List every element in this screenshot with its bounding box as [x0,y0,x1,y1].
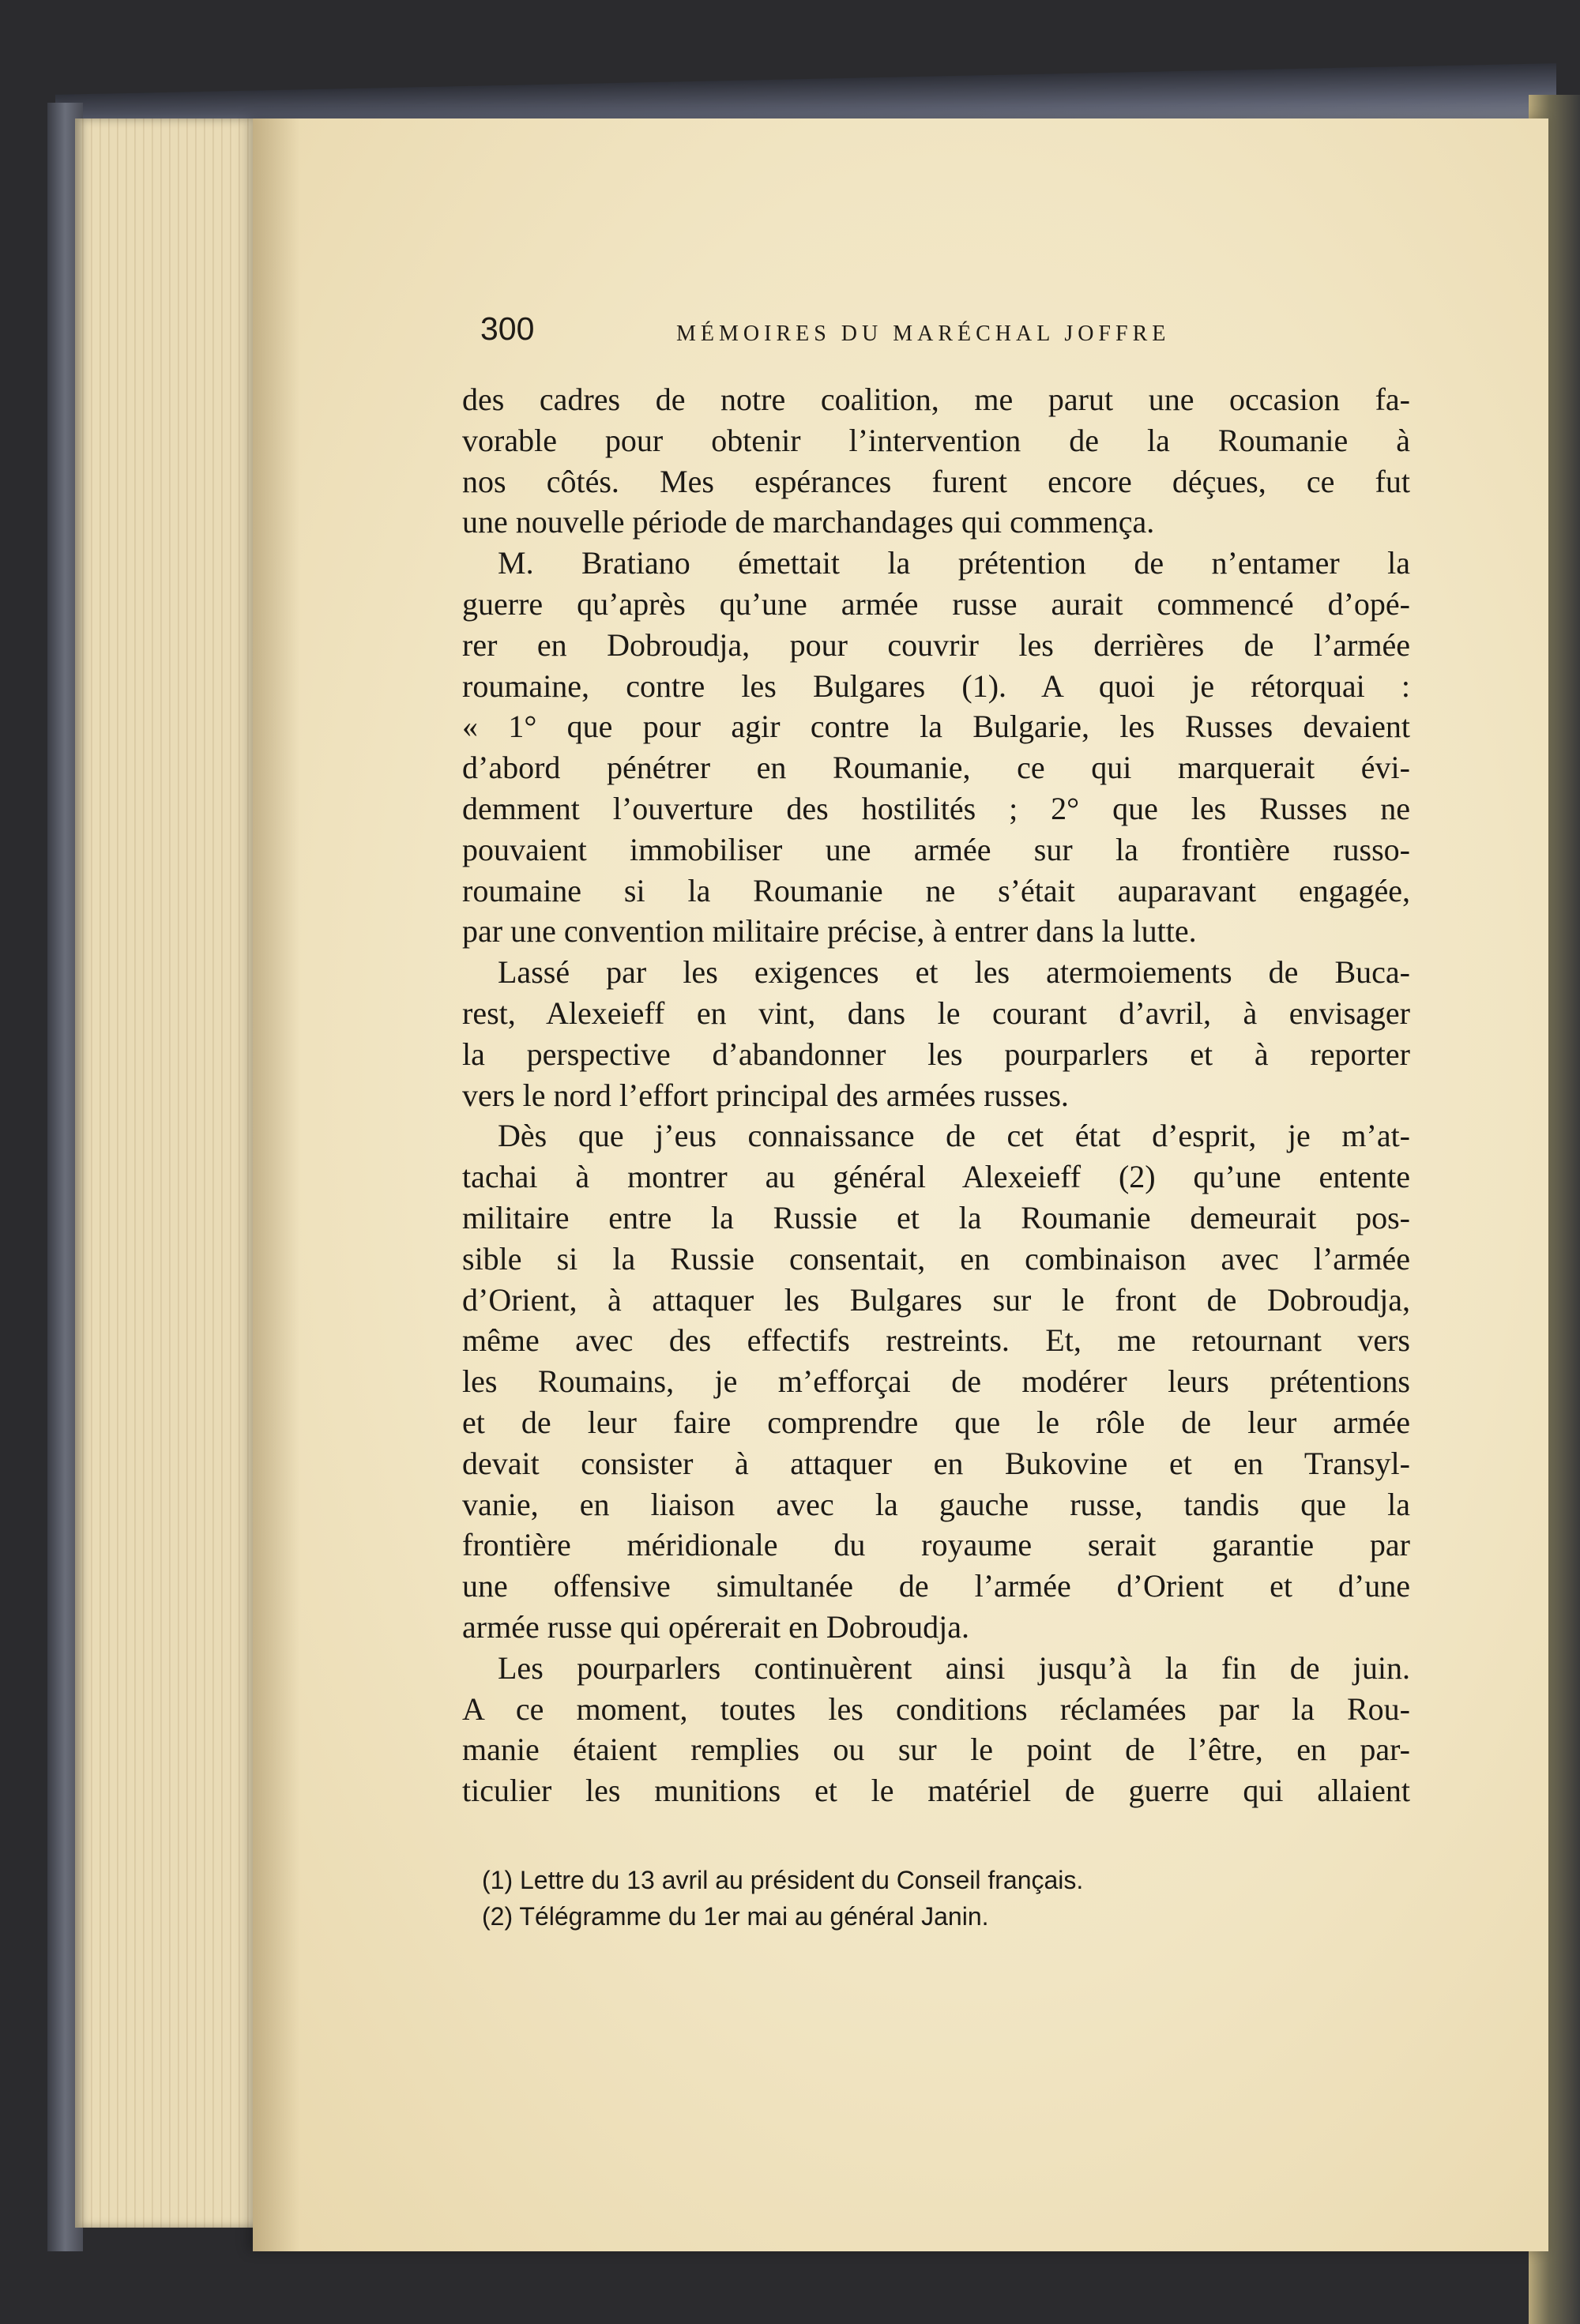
page-header [480,310,1341,350]
text-line: rer en Dobroudja, pour couvrir les derrières de l’armée [462,626,1410,663]
text-line: roumaine si la Roumanie ne s’était auparavant engagée, [462,872,1410,908]
text-line: nos côtés. Mes espérances furent encore déçues, ce fut [462,463,1410,499]
footnotes [482,1862,1390,1935]
body-text [462,379,1410,1811]
text-line: la perspective d’abandonner les pourparlers et à reporter [462,1036,1410,1072]
text-line: par une convention militaire précise, à entrer dans la lutte. [462,913,1197,950]
text-line: demment l’ouverture des hostilités ; 2° que les Russes ne [462,790,1410,826]
footnote: (1) Lettre du 13 avril au président du Conseil français. [482,1866,1084,1894]
text-line: armée russe qui opérerait en Dobroudja. [462,1608,969,1645]
text-line: une nouvelle période de marchandages qui commença. [462,504,1155,540]
text-line: vorable pour obtenir l’intervention de la Roumanie à [462,422,1410,458]
text-line: d’abord pénétrer en Roumanie, ce qui marquerait évi- [462,750,1410,786]
page-gutter-shadow [253,118,300,2251]
text-line: ticulier les munitions et le matériel de guerre qui allaient [462,1773,1410,1809]
text-line: et de leur faire comprendre que le rôle de leur armée [462,1404,1410,1440]
text-line: vanie, en liaison avec la gauche russe, tandis que la [462,1486,1410,1522]
text-line: Dès que j’eus connaissance de cet état d’esprit, je m’at- [498,1118,1410,1154]
text-line: roumaine, contre les Bulgares (1). A quoi je rétorquai : [462,667,1410,704]
text-line: pouvaient immobiliser une armée sur la frontière russo- [462,831,1410,867]
text-line: tachai à montrer au général Alexeieff (2) qu’une entente [462,1159,1410,1195]
text-line: les Roumains, je m’efforçai de modérer leurs prétentions [462,1363,1410,1400]
text-line: rest, Alexeieff en vint, dans le courant d’avril, à envisager [462,995,1410,1031]
text-line: A ce moment, toutes les conditions réclamées par la Rou- [462,1690,1410,1727]
text-line: frontière méridionale du royaume serait garantie par [462,1527,1410,1563]
text-line: sible si la Russie consentait, en combinaison avec l’armée [462,1240,1410,1277]
text-line: « 1° que pour agir contre la Bulgarie, les Russes devaient [462,709,1410,745]
page-number: 300 [480,310,535,347]
text-line: vers le nord l’effort principal des armées russes. [462,1077,1069,1113]
text-line: Lassé par les exigences et les atermoiements de Buca- [498,954,1410,991]
text-line: manie étaient remplies ou sur le point de l’être, en par- [462,1732,1410,1768]
text-line: une offensive simultanée de l’armée d’Orient et d’une [462,1568,1410,1604]
text-line: militaire entre la Russie et la Roumanie demeurait pos- [462,1199,1410,1235]
text-line: devait consister à attaquer en Bukovine et en Transyl- [462,1445,1410,1481]
running-head: MÉMOIRES DU MARÉCHAL JOFFRE [676,322,1171,346]
text-line: des cadres de notre coalition, me parut une occasion fa- [462,382,1410,417]
page-stack-edge [75,118,273,2228]
text-line: guerre qu’après qu’une armée russe aurait commencé d’opé- [462,585,1410,622]
text-line: M. Bratiano émettait la prétention de n’entamer la [498,545,1410,581]
footnote: (2) Télégramme du 1er mai au général Janin. [482,1902,989,1931]
text-line: Les pourparlers continuèrent ainsi jusqu’à la fin de juin. [498,1649,1410,1686]
text-line: d’Orient, à attaquer les Bulgares sur le front de Dobroudja, [462,1281,1410,1318]
text-line: même avec des effectifs restreints. Et, me retournant vers [462,1322,1410,1359]
